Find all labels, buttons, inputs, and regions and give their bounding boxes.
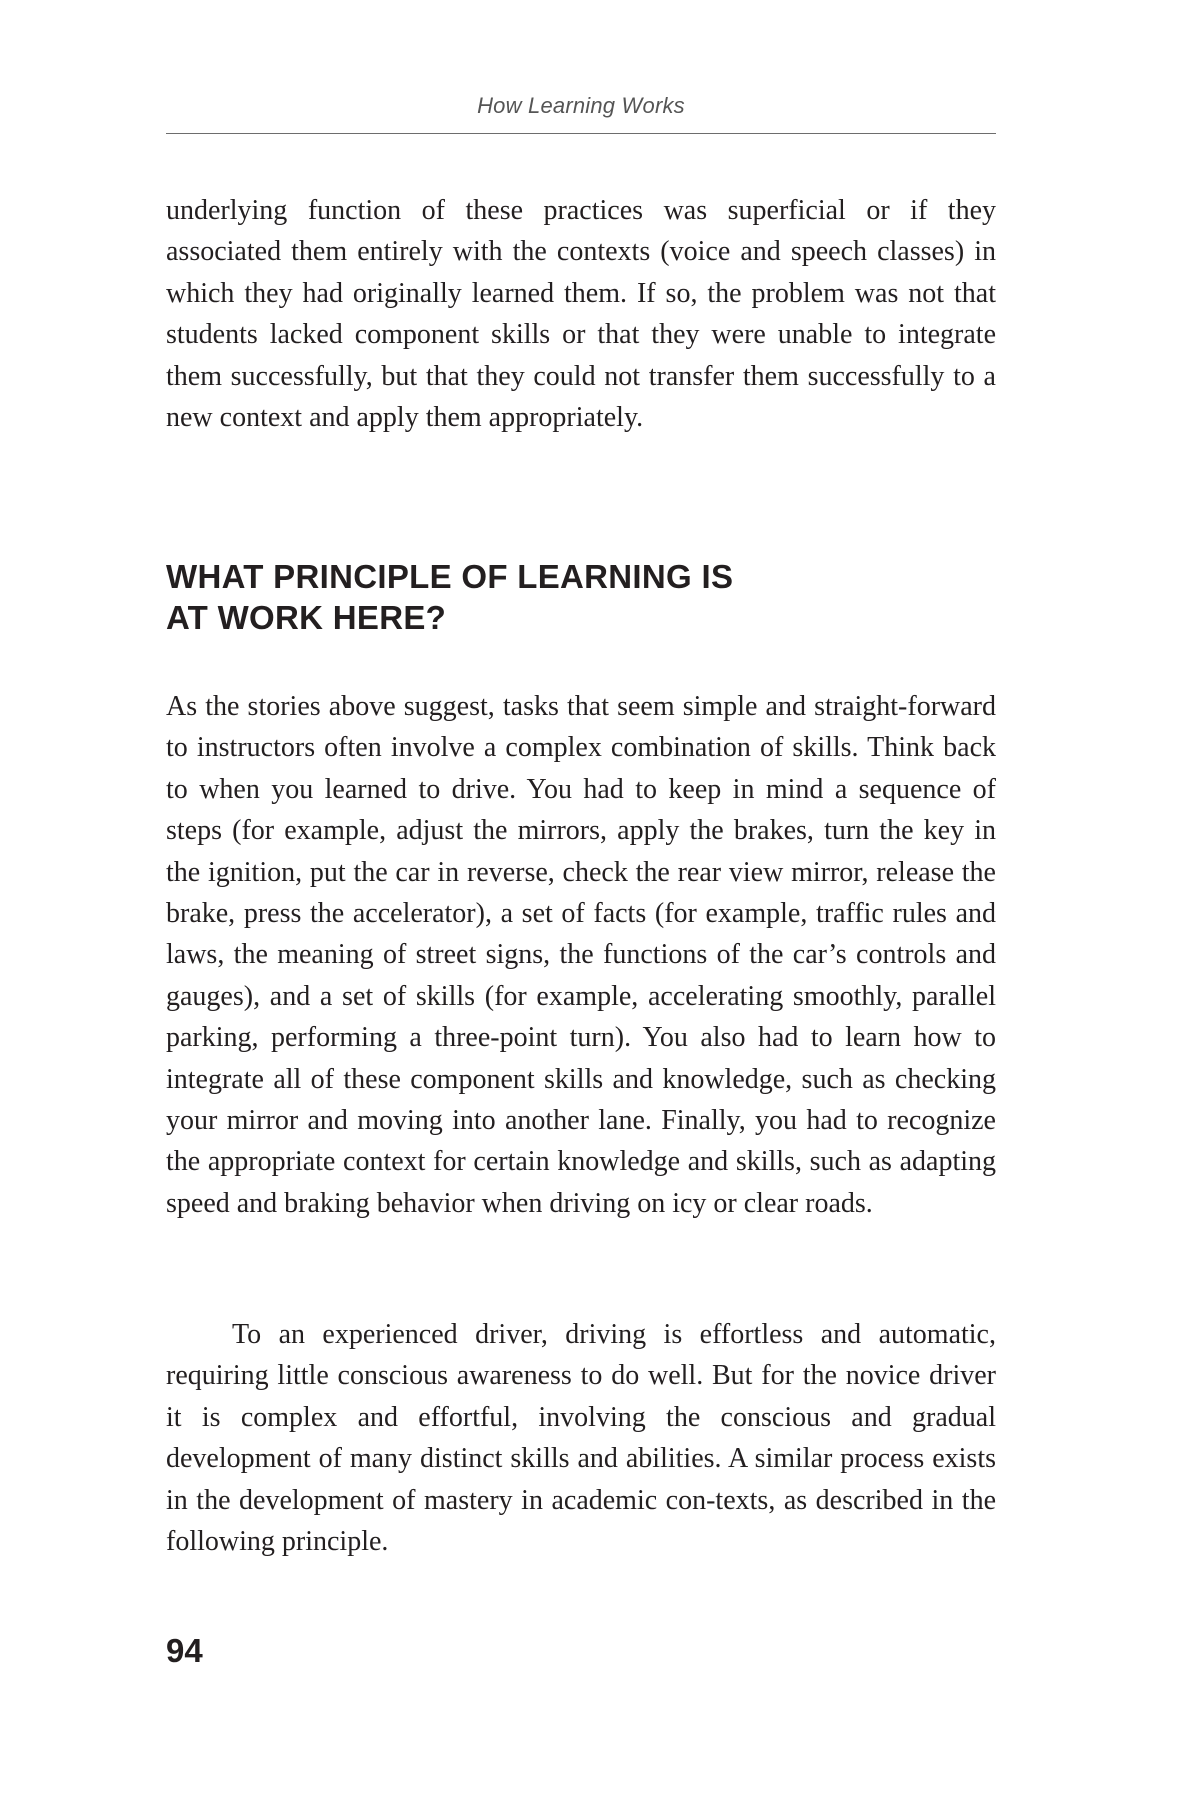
header-rule — [166, 133, 996, 134]
section-heading — [166, 556, 996, 638]
running-head: How Learning Works — [477, 93, 685, 118]
body-paragraph-1: underlying function of these practices was superficial or if they associated them entirely with the contexts (voice and speech classes) in which they had originally learned them. If so, the problem was not that students lacked component skills or that they were unable to integrate them successfully, but that they could not transfer them successfully to a new context and apply them appropriately. — [166, 195, 996, 434]
page-number: 94 — [166, 1632, 203, 1669]
section-heading-line-2: AT WORK HERE? — [166, 599, 447, 636]
section-heading-line-1: WHAT PRINCIPLE OF LEARNING IS — [166, 558, 734, 595]
body-paragraph-2: As the stories above suggest, tasks that seem simple and straight-forward to instructors often involve a complex combination of skills. Think back to when you learned to drive. You had to keep in mind a sequence of steps (for example, adjust the mirrors, apply the brakes, turn the key in the ignition, put the car in reverse, check the rear view mirror, release the brake, press the accelerator), a set of facts (for example, traffic rules and laws, the meaning of street signs, the functions of the car’s controls and gauges), and a set of skills (for example, accelerating smoothly, parallel parking, performing a three-point turn). You also had to learn how to integrate all of these component skills and knowledge, such as checking your mirror and moving into another lane. Finally, you had to recognize the appropriate context for certain knowledge and skills, such as adapting speed and braking behavior when driving on icy or clear roads. — [166, 691, 996, 1219]
body-paragraph-3: To an experienced driver, driving is effortless and automatic, requiring little conscious awareness to do well. But for the novice driver it is complex and effortful, involving the conscious and gradual development of many distinct skills and abilities. A similar process exists in the development of mastery in academic con-texts, as described in the following principle. — [166, 1319, 996, 1558]
